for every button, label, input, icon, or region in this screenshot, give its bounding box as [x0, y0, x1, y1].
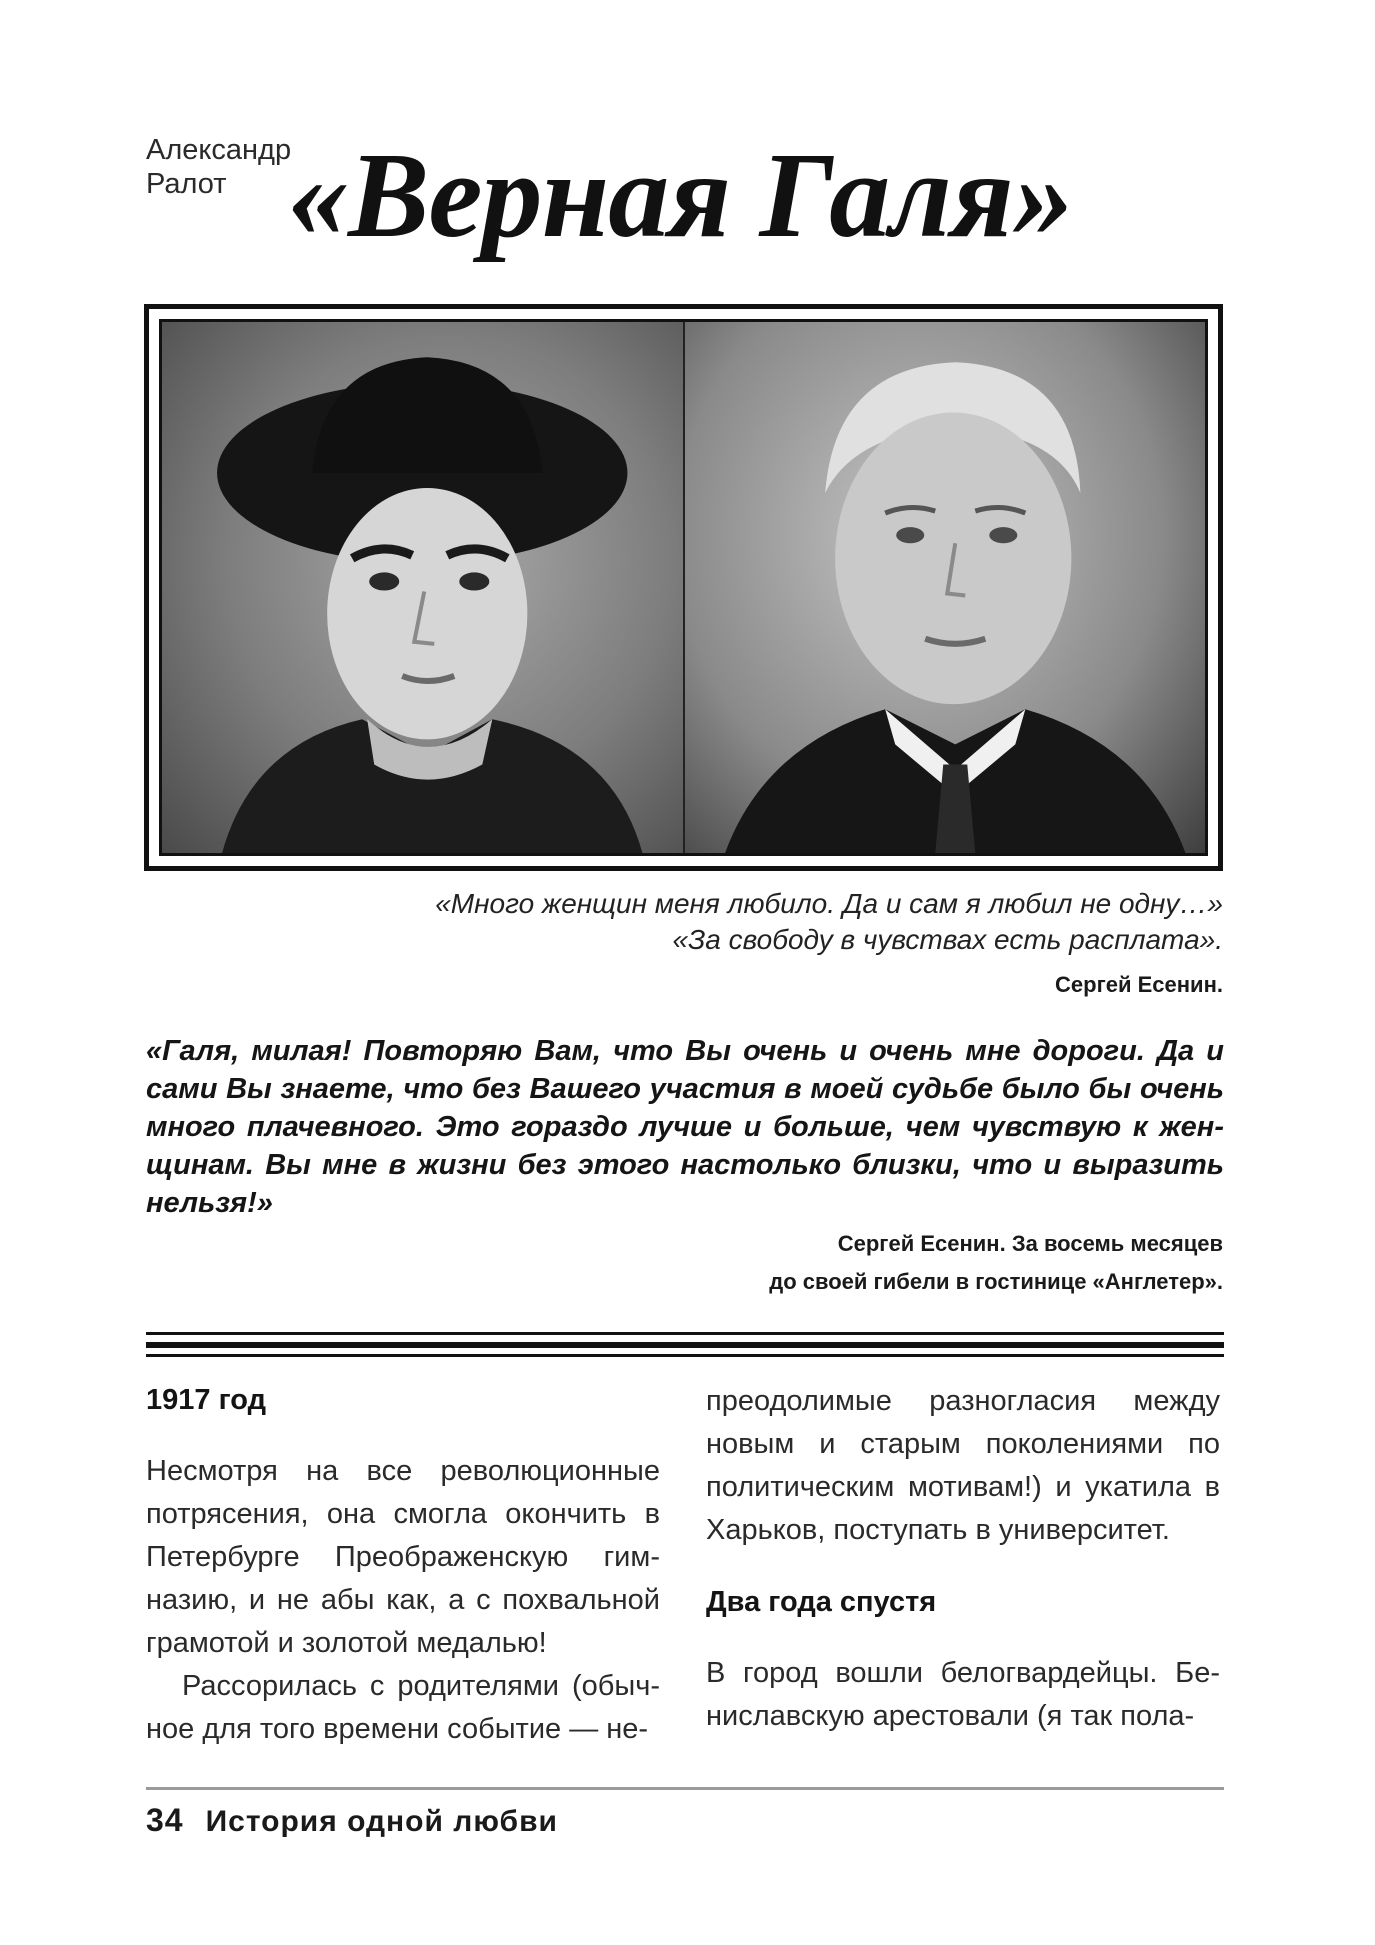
portrait-man-icon	[685, 322, 1206, 853]
photo-frame-inner	[159, 319, 1208, 856]
paragraph: В город вошли белогвардейцы. Бениславскую арестовали (я так пола-	[706, 1657, 1220, 1732]
epigraph-line-2: «За свободу в чувствах есть расплата».	[672, 924, 1223, 955]
page-number: 34	[146, 1802, 184, 1838]
letter-quote: «Галя, милая! Повторяю Вам, что Вы очень и очень мне дороги. Да и сами Вы знаете, что без Вашего участия в моей судьбе было бы очень много плачевного. Это гораздо лучше и больше, чем чувствую к женщинам. Вы мне в жизни без этого настолько близки, что и выразить нельзя!»	[146, 1035, 1224, 1219]
letter-quote-signature-line-1: Сергей Есенин. За восемь месяцев	[837, 1231, 1223, 1256]
epigraph	[323, 886, 1223, 1000]
epigraph-signature: Сергей Есенин.	[1055, 972, 1223, 997]
paragraph: Рассорилась с родителями (обычное для того времени событие — не-	[146, 1670, 660, 1745]
article-title: «Верная Галя»	[288, 128, 1073, 263]
photo-man	[683, 322, 1206, 853]
paragraph: преодолимые разногласия между новым и старым поколениями по политическим мотивам!) и укатила в Харьков, поступать в университет.	[706, 1385, 1220, 1546]
author-name	[146, 133, 291, 201]
left-column	[146, 1380, 660, 1751]
portrait-woman-icon	[162, 322, 683, 853]
author-first-name: Александр	[146, 134, 292, 166]
letter-quote-signature-line-2: до своей гибели в гостинице «Англетер».	[769, 1269, 1223, 1294]
section-divider	[146, 1332, 1224, 1360]
epigraph-line-1: «Много женщин меня любило. Да и сам я любил не одну…»	[435, 888, 1223, 919]
author-last-name: Ралот	[146, 168, 227, 200]
footer-rule	[146, 1787, 1224, 1790]
letter-quote-signature	[523, 1225, 1223, 1301]
running-title: История одной любви	[205, 1805, 558, 1838]
photo-frame	[144, 304, 1223, 871]
section-heading-two-years-later: Два года спустя	[706, 1586, 937, 1618]
section-heading-1917: 1917 год	[146, 1384, 267, 1416]
page-footer	[146, 1802, 558, 1840]
paragraph: Несмотря на все революционные потрясения, она смогла окончить в Петербурге Преображенскую гимназию, и не абы как, а с похвальной грамотой и золотой медалью!	[146, 1455, 660, 1659]
photo-woman	[162, 322, 683, 853]
right-column	[706, 1380, 1220, 1738]
